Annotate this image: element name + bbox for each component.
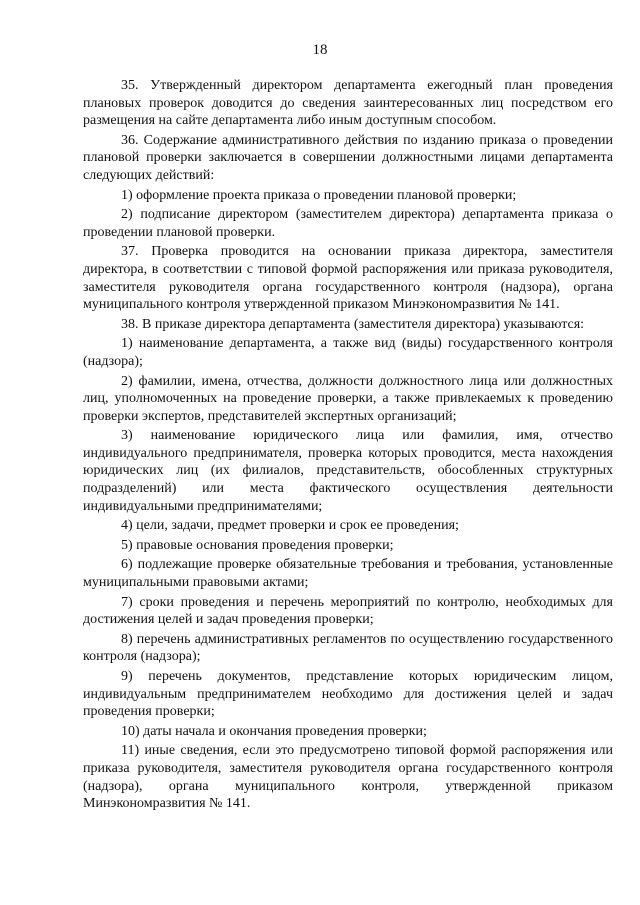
list-item-38-6: 6) подлежащие проверке обязательные требования и требования, установленные муниципальными правовыми актами;: [83, 557, 613, 591]
list-item-38-11: 11) иные сведения, если это предусмотрено типовой формой распоряжения или приказа руководителя, заместителя руководителя органа государственного контроля (надзора), органа муниципального контроля, утвержденной приказом Минэкономразвития № 141.: [83, 743, 613, 812]
paragraph-38: 38. В приказе директора департамента (заместителя директора) указываются:: [121, 316, 585, 332]
list-item-38-7: 7) сроки проведения и перечень мероприятий по контролю, необходимых для достижения целей и задач проведения проверки;: [83, 594, 613, 628]
list-item-38-9: 9) перечень документов, представление которых юридическим лицом, индивидуальным предпринимателем необходимо для достижения целей и задач проведения проверки;: [83, 669, 613, 720]
list-item-38-2: 2) фамилии, имена, отчества, должности должностного лица или должностных лиц, уполномоченных на проведение проверки, а также привлекаемых к проведению проверки экспертов, представителей экспертных организаций;: [83, 373, 613, 424]
document-body: [83, 77, 613, 813]
list-item-38-5: 5) правовые основания проведения проверки;: [121, 537, 394, 553]
list-item-38-1: 1) наименование департамента, а также вид (виды) государственного контроля (надзора);: [83, 336, 613, 369]
paragraph-35: 35. Утвержденный директором департамента ежегодный план проведения плановых проверок доводится до сведения заинтересованных лиц посредством его размещения на сайте департамента либо иным доступным способом.: [83, 78, 613, 129]
list-item-38-8: 8) перечень административных регламентов по осуществлению государственного контроля (надзора);: [83, 631, 613, 665]
page-number: 18: [312, 42, 328, 58]
list-item-38-4: 4) цели, задачи, предмет проверки и срок ее проведения;: [121, 518, 459, 534]
list-item-38-10: 10) даты начала и окончания проведения проверки;: [121, 723, 427, 739]
paragraph-37: 37. Проверка проводится на основании приказа директора, заместителя директора, в соответствии с типовой формой распоряжения или приказа руководителя, заместителя руководителя органа государственного контроля (надзора), органа муниципального контроля утвержденной приказом Минэкономразвития № 141.: [83, 244, 613, 313]
list-item-36-1: 1) оформление проекта приказа о проведении плановой проверки;: [121, 187, 517, 203]
list-item-38-3: 3) наименование юридического лица или фамилия, имя, отчество индивидуального предпринимателя, проверка которых проводится, места нахождения юридических лиц (их филиалов, представительств, обособленных структурных подразделений) или места фактического осуществления деятельности индивидуальными предпринимателями;: [83, 428, 613, 514]
paragraph-36: 36. Содержание административного действия по изданию приказа о проведении плановой проверки заключается в совершении должностными лицами департамента следующих действий:: [83, 132, 613, 183]
list-item-36-2: 2) подписание директором (заместителем директора) департамента приказа о проведении плановой проверки.: [83, 207, 613, 240]
